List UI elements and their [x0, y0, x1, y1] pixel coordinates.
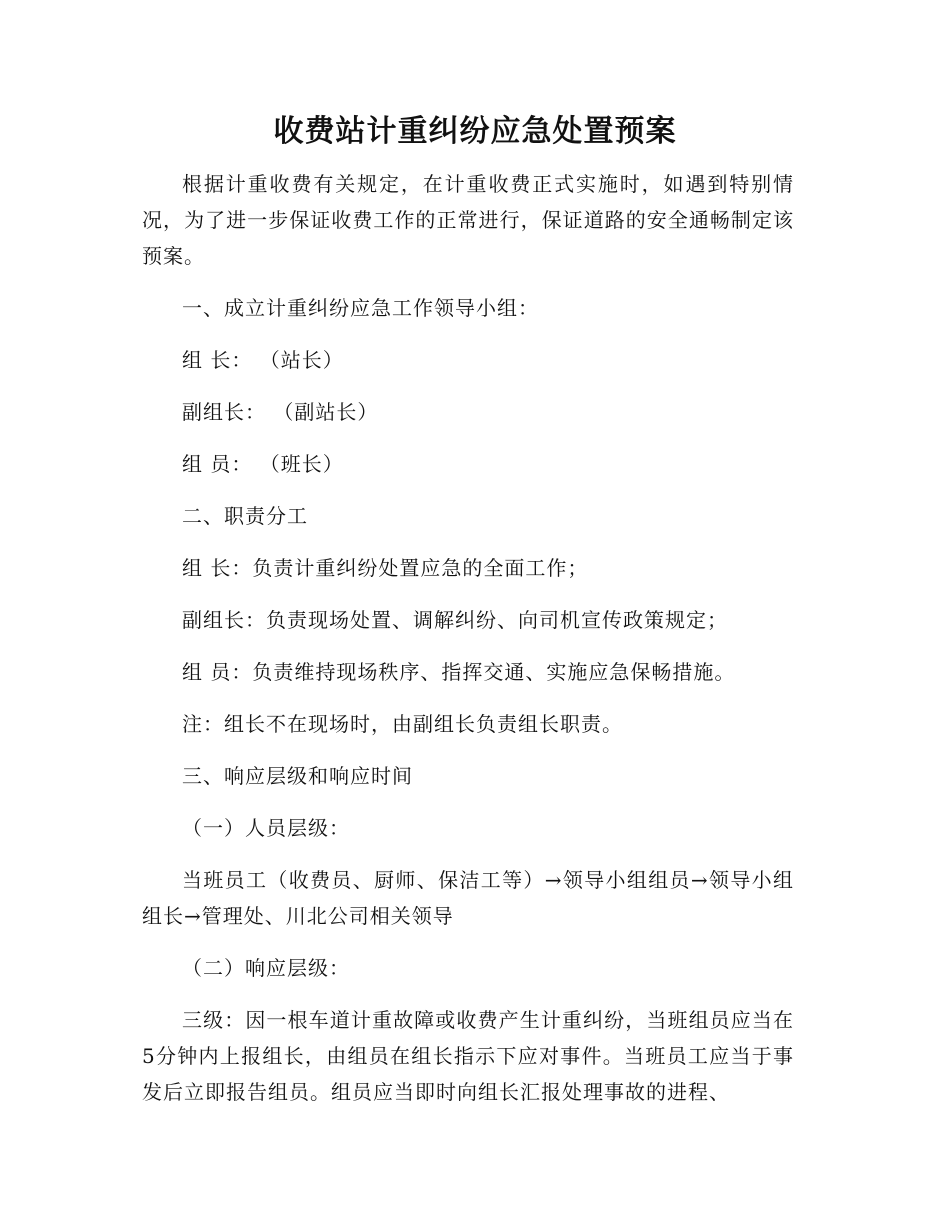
subheading-response-level: （二）响应层级：	[182, 956, 350, 980]
subheading-personnel-level: （一）人员层级：	[182, 816, 350, 840]
document-body	[142, 166, 794, 1126]
leader-line: 组 长： （站长）	[182, 348, 344, 372]
member-duty: 组 员：负责维持现场秩序、指挥交通、实施应急保畅措施。	[182, 660, 736, 684]
note-line: 注：组长不在现场时，由副组长负责组长职责。	[182, 712, 623, 736]
section-heading-2: 二、职责分工	[182, 504, 308, 528]
deputy-duty: 副组长：负责现场处置、调解纠纷、向司机宣传政策规定；	[182, 608, 728, 632]
member-line: 组 员： （班长）	[182, 452, 344, 476]
paragraph-intro: 根据计重收费有关规定，在计重收费正式实施时，如遇到特别情况，为了进一步保证收费工作的正常进行，保证道路的安全通畅制定该预案。	[142, 172, 794, 268]
document-title: 收费站计重纠纷应急处置预案	[273, 114, 677, 149]
section-heading-1: 一、成立计重纠纷应急工作领导小组：	[182, 296, 539, 320]
section-heading-3: 三、响应层级和响应时间	[182, 764, 413, 788]
personnel-chain: 当班员工（收费员、厨师、保洁工等）→领导小组组员→领导小组组长→管理处、川北公司相关领导	[142, 868, 794, 928]
leader-duty: 组 长：负责计重纠纷处置应急的全面工作；	[182, 556, 589, 580]
deputy-leader-line: 副组长： （副站长）	[182, 400, 379, 424]
level-three-description: 三级：因一根车道计重故障或收费产生计重纠纷，当班组员应当在5分钟内上报组长，由组员在组长指示下应对事件。当班员工应当于事发后立即报告组员。组员应当即时向组长汇报处理事故的进程、	[142, 1008, 794, 1104]
